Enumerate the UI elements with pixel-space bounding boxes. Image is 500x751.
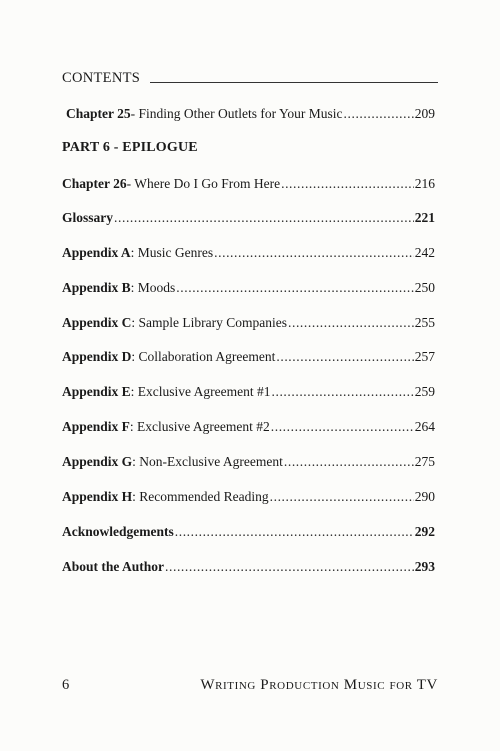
entry-title: : Moods [130,280,176,295]
entry-page-number: 275 [414,454,435,469]
toc-header [62,70,438,86]
entry-page-number: 293 [414,559,435,574]
page-title: CONTENTS [62,70,141,86]
dot-leader [165,559,414,575]
entry-label: Chapter 25 [66,106,131,121]
entry-title: : Exclusive Agreement #1 [130,384,271,399]
entry-label: Appendix F [62,419,130,434]
entry-page-number: 209 [414,106,435,121]
entry-label: Appendix A [62,245,131,260]
entry-page-number: 216 [414,176,435,191]
toc-entry-chapter-26[interactable] [62,176,435,192]
entry-label: Appendix C [62,315,132,330]
entry-page-number: 255 [414,315,435,330]
toc-entry-appendix-g[interactable] [62,454,435,470]
dot-leader [270,489,414,505]
toc-entry-about-the-author[interactable] [62,559,435,575]
entry-title: : Music Genres [130,245,214,260]
dot-leader [281,176,414,192]
entry-label: About the Author [62,559,165,574]
dot-leader [284,454,414,470]
entry-label: Glossary [62,210,114,225]
entry-title: : Recommended Reading [132,489,269,504]
header-rule [150,82,438,83]
entry-page-number: 242 [414,245,435,260]
entry-page-number: 290 [414,489,435,504]
entry-page-number: 259 [414,384,435,399]
dot-leader [114,210,414,226]
toc-entry-appendix-d[interactable] [62,349,435,365]
dot-leader [344,106,414,122]
dot-leader [214,245,414,261]
toc-entry-appendix-b[interactable] [62,280,435,296]
entry-title: - Where Do I Go From Here [126,176,281,191]
toc-entry-appendix-f[interactable] [62,419,435,435]
toc-entry-appendix-e[interactable] [62,384,435,400]
toc-entry-appendix-c[interactable] [62,315,435,331]
entry-label: Acknowledgements [62,524,174,539]
dot-leader [175,524,414,540]
entry-title: : Sample Library Companies [131,315,287,330]
entry-title: : Collaboration Agreement [131,349,276,364]
entry-page-number: 257 [414,349,435,364]
entry-label: Appendix G [62,454,133,469]
dot-leader [272,384,414,400]
toc-entry-acknowledgements[interactable] [62,524,435,540]
toc-entry-appendix-a[interactable] [62,245,435,261]
entry-label: Appendix E [62,384,131,399]
toc-entry-appendix-h[interactable] [62,489,435,505]
entry-title: : Non-Exclusive Agreement [132,454,283,469]
entry-label: Chapter 26 [62,176,127,191]
toc-entry-glossary[interactable] [62,210,435,226]
entry-label: Appendix B [62,280,131,295]
entry-page-number: 292 [414,524,435,539]
entry-label: Appendix H [62,489,133,504]
entry-title: - Finding Other Outlets for Your Music [130,106,343,121]
entry-title: : Exclusive Agreement #2 [129,419,270,434]
entry-page-number: 221 [414,210,435,225]
dot-leader [271,419,414,435]
entry-label: Appendix D [62,349,132,364]
folio-page-number: 6 [62,677,70,693]
part-heading: PART 6 - EPILOGUE [62,140,198,155]
dot-leader [288,315,414,331]
entry-page-number: 264 [414,419,435,434]
entry-page-number: 250 [414,280,435,295]
toc-entry-chapter-25[interactable] [66,106,435,122]
dot-leader [276,349,413,365]
running-title: Writing Production Music for TV [200,677,438,693]
page-footer [62,677,438,694]
dot-leader [176,280,413,296]
